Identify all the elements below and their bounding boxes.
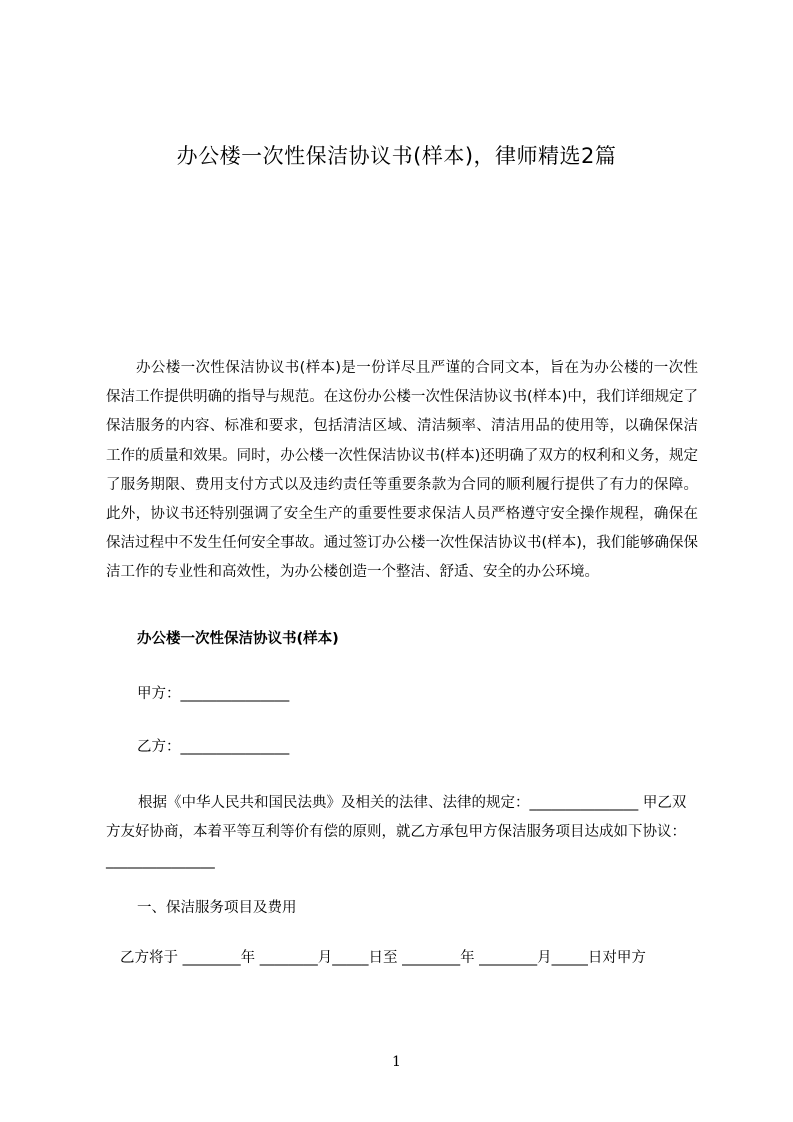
legal-basis-paragraph: 根据《中华人民共和国民法典》及相关的法律、法律的规定：_______________ 甲乙双方友好协商，本着平等互利等价有偿的原则，就乙方承包甲方保洁服务项目达成如下协议：_______________: [106, 795, 687, 869]
party-b-field: 乙方：_______________: [137, 739, 290, 755]
section-heading-1: 一、保洁服务项目及费用: [137, 900, 297, 916]
document-title: 办公楼一次性保洁协议书(样本)，律师精选2篇: [176, 144, 617, 168]
page-number: 1: [392, 1054, 401, 1070]
party-a-field: 甲方：_______________: [137, 686, 290, 702]
service-term-paragraph: 乙方将于 ________年 ________月_____日至 ________年 ________月_____日对甲方: [120, 950, 646, 966]
contract-heading: 办公楼一次性保洁协议书(样本): [137, 631, 339, 647]
intro-paragraph: 办公楼一次性保洁协议书(样本)是一份详尽且严谨的合同文本，旨在为办公楼的一次性保洁工作提供明确的指导与规范。在这份办公楼一次性保洁协议书(样本)中，我们详细规定了保洁服务的内容、标准和要求，包括清洁区域、清洁频率、清洁用品的使用等，以确保保洁工作的质量和效果。同时，办公楼一次性保洁协议书(样本)还明确了双方的权利和义务，规定了服务期限、费用支付方式以及违约责任等重要条款为合同的顺利履行提供了有力的保障。此外，协议书还特别强调了安全生产的重要性要求保洁人员严格遵守安全操作规程，确保在保洁过程中不发生任何安全事故。通过签订办公楼一次性保洁协议书(样本)，我们能够确保保洁工作的专业性和高效性，为办公楼创造一个整洁、舒适、安全的办公环境。: [106, 360, 698, 581]
